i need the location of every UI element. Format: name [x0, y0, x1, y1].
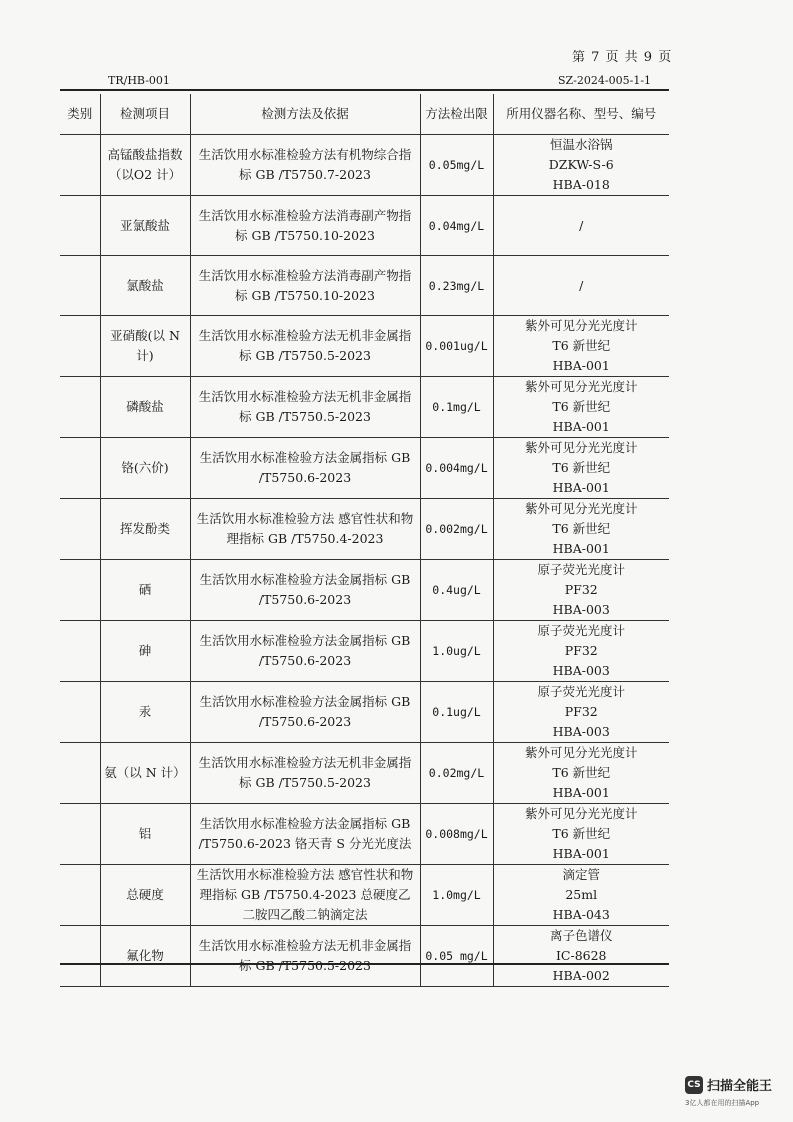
- table-row: [60, 621, 669, 682]
- scanner-tagline: 3亿人都在用的扫描App: [685, 1099, 760, 1107]
- instrument-line: 紫外可见分光光度计: [524, 379, 638, 394]
- row-instrument: [493, 256, 669, 316]
- table-row: [60, 438, 669, 499]
- header-rule: [60, 89, 669, 91]
- row-limit: 0.02mg/L: [420, 743, 493, 804]
- instrument-line: 紫外可见分光光度计: [524, 806, 638, 821]
- row-item: 氟化物: [100, 926, 190, 987]
- row-method: 生活饮用水标准检验方法消毒副产物指标 GB /T5750.10-2023: [190, 196, 420, 256]
- row-instrument: [493, 196, 669, 256]
- row-category: [60, 621, 100, 682]
- table-row: [60, 499, 669, 560]
- row-method: 生活饮用水标准检验方法金属指标 GB /T5750.6-2023: [190, 621, 420, 682]
- header-category: 类别: [60, 94, 100, 135]
- table-row: [60, 743, 669, 804]
- instrument-line: 原子荧光光度计: [537, 562, 625, 577]
- row-category: [60, 926, 100, 987]
- row-category: [60, 743, 100, 804]
- row-limit: 0.004mg/L: [420, 438, 493, 499]
- row-item: 铬(六价): [100, 438, 190, 499]
- instrument-line: PF32: [564, 643, 598, 658]
- row-instrument: [493, 135, 669, 196]
- instrument-line: HBA-001: [552, 846, 610, 861]
- row-instrument: [493, 682, 669, 743]
- instrument-line: T6 新世纪: [552, 765, 611, 780]
- table-row: [60, 560, 669, 621]
- header-item: 检测项目: [100, 94, 190, 135]
- table-row: [60, 135, 669, 196]
- row-category: [60, 196, 100, 256]
- row-item: 铝: [100, 804, 190, 865]
- instrument-line: T6 新世纪: [552, 338, 611, 353]
- instrument-line: HBA-001: [552, 358, 610, 373]
- row-method: 生活饮用水标准检验方法 感官性状和物理指标 GB /T5750.4-2023: [190, 499, 420, 560]
- row-limit: 0.002mg/L: [420, 499, 493, 560]
- table-row: [60, 256, 669, 316]
- row-category: [60, 316, 100, 377]
- test-method-table: [60, 94, 669, 987]
- row-limit: 0.04mg/L: [420, 196, 493, 256]
- row-category: [60, 135, 100, 196]
- row-item: 总硬度: [100, 865, 190, 926]
- row-method: 生活饮用水标准检验方法消毒副产物指标 GB /T5750.10-2023: [190, 256, 420, 316]
- table-row: [60, 196, 669, 256]
- row-instrument: [493, 804, 669, 865]
- row-category: [60, 499, 100, 560]
- row-category: [60, 804, 100, 865]
- row-method: 生活饮用水标准检验方法金属指标 GB /T5750.6-2023: [190, 438, 420, 499]
- footer-rule: [60, 963, 669, 965]
- row-category: [60, 560, 100, 621]
- row-item: 砷: [100, 621, 190, 682]
- instrument-line: 紫外可见分光光度计: [524, 318, 638, 333]
- row-limit: 0.05mg/L: [420, 135, 493, 196]
- row-limit: 0.23mg/L: [420, 256, 493, 316]
- row-method: 生活饮用水标准检验方法金属指标 GB /T5750.6-2023: [190, 560, 420, 621]
- row-category: [60, 682, 100, 743]
- row-category: [60, 865, 100, 926]
- row-instrument: [493, 438, 669, 499]
- instrument-line: 紫外可见分光光度计: [524, 745, 638, 760]
- row-method: 生活饮用水标准检验方法无机非金属指标 GB /T5750.5-2023: [190, 377, 420, 438]
- table-row: [60, 316, 669, 377]
- instrument-line: HBA-003: [552, 724, 610, 739]
- instrument-line: PF32: [564, 704, 598, 719]
- row-instrument: [493, 499, 669, 560]
- row-limit: 0.1mg/L: [420, 377, 493, 438]
- row-category: [60, 377, 100, 438]
- instrument-line: IC-8628: [555, 948, 607, 963]
- instrument-line: 滴定管: [562, 867, 600, 882]
- instrument-line: HBA-001: [552, 785, 610, 800]
- row-method: 生活饮用水标准检验方法无机非金属指标 GB /T5750.5-2023: [190, 926, 420, 987]
- instrument-line: DZKW-S-6: [548, 157, 614, 172]
- header-limit: 方法检出限: [420, 94, 493, 135]
- instrument-line: 离子色谱仪: [549, 928, 613, 943]
- row-instrument: [493, 865, 669, 926]
- table-row: [60, 377, 669, 438]
- row-item: 亚氯酸盐: [100, 196, 190, 256]
- instrument-line: /: [579, 277, 584, 293]
- instrument-line: T6 新世纪: [552, 826, 611, 841]
- row-method: 生活饮用水标准检验方法有机物综合指标 GB /T5750.7-2023: [190, 135, 420, 196]
- row-method: 生活饮用水标准检验方法金属指标 GB /T5750.6-2023: [190, 682, 420, 743]
- row-limit: 0.4ug/L: [420, 560, 493, 621]
- row-item: 汞: [100, 682, 190, 743]
- scanner-brand-name: 扫描全能王: [707, 1079, 773, 1094]
- row-instrument: [493, 316, 669, 377]
- row-limit: 0.1ug/L: [420, 682, 493, 743]
- header-method: 检测方法及依据: [190, 94, 420, 135]
- table-row: [60, 865, 669, 926]
- row-limit: 0.008mg/L: [420, 804, 493, 865]
- instrument-line: 原子荧光光度计: [537, 684, 625, 699]
- instrument-line: PF32: [564, 582, 598, 597]
- row-item: 氨（以 N 计）: [100, 743, 190, 804]
- row-method: 生活饮用水标准检验方法 感官性状和物理指标 GB /T5750.4-2023 总硬度乙二胺四乙酸二钠滴定法: [190, 865, 420, 926]
- instrument-line: /: [579, 217, 584, 233]
- scanner-watermark: [685, 1075, 772, 1094]
- instrument-line: HBA-001: [552, 480, 610, 495]
- instrument-line: 紫外可见分光光度计: [524, 440, 638, 455]
- table-header-row: [60, 94, 669, 135]
- row-instrument: [493, 560, 669, 621]
- row-item: 磷酸盐: [100, 377, 190, 438]
- row-item: 高锰酸盐指数（以O2 计）: [100, 135, 190, 196]
- row-item: 挥发酚类: [100, 499, 190, 560]
- row-method: 生活饮用水标准检验方法无机非金属指标 GB /T5750.5-2023: [190, 743, 420, 804]
- instrument-line: T6 新世纪: [552, 460, 611, 475]
- instrument-line: 原子荧光光度计: [537, 623, 625, 638]
- row-limit: 1.0ug/L: [420, 621, 493, 682]
- header-instrument: 所用仪器名称、型号、编号: [493, 94, 669, 135]
- row-limit: 0.05 mg/L: [420, 926, 493, 987]
- table-row: [60, 682, 669, 743]
- row-item: 硒: [100, 560, 190, 621]
- table-row: [60, 926, 669, 987]
- row-limit: 0.001ug/L: [420, 316, 493, 377]
- row-instrument: [493, 926, 669, 987]
- doc-code-left: TR/HB-001: [108, 74, 170, 87]
- instrument-line: HBA-003: [552, 602, 610, 617]
- doc-code-right: SZ-2024-005-1-1: [558, 74, 652, 87]
- table-row: [60, 804, 669, 865]
- row-category: [60, 256, 100, 316]
- instrument-line: T6 新世纪: [552, 399, 611, 414]
- instrument-line: HBA-018: [552, 177, 610, 192]
- instrument-line: 紫外可见分光光度计: [524, 501, 638, 516]
- page-number: 第 7 页 共 9 页: [572, 50, 673, 65]
- row-instrument: [493, 621, 669, 682]
- instrument-line: 恒温水浴锅: [549, 137, 613, 152]
- instrument-line: HBA-001: [552, 541, 610, 556]
- table-body: [60, 135, 669, 987]
- scanner-logo: CS: [685, 1076, 703, 1094]
- instrument-line: HBA-002: [552, 968, 610, 983]
- row-category: [60, 438, 100, 499]
- row-instrument: [493, 743, 669, 804]
- row-item: 亚硝酸(以 N 计): [100, 316, 190, 377]
- row-instrument: [493, 377, 669, 438]
- instrument-line: 25ml: [565, 887, 598, 902]
- row-item: 氯酸盐: [100, 256, 190, 316]
- row-method: 生活饮用水标准检验方法无机非金属指标 GB /T5750.5-2023: [190, 316, 420, 377]
- instrument-line: T6 新世纪: [552, 521, 611, 536]
- instrument-line: HBA-001: [552, 419, 610, 434]
- row-method: 生活饮用水标准检验方法金属指标 GB /T5750.6-2023 铬天青 S 分光光度法: [190, 804, 420, 865]
- row-limit: 1.0mg/L: [420, 865, 493, 926]
- instrument-line: HBA-043: [552, 907, 610, 922]
- instrument-line: HBA-003: [552, 663, 610, 678]
